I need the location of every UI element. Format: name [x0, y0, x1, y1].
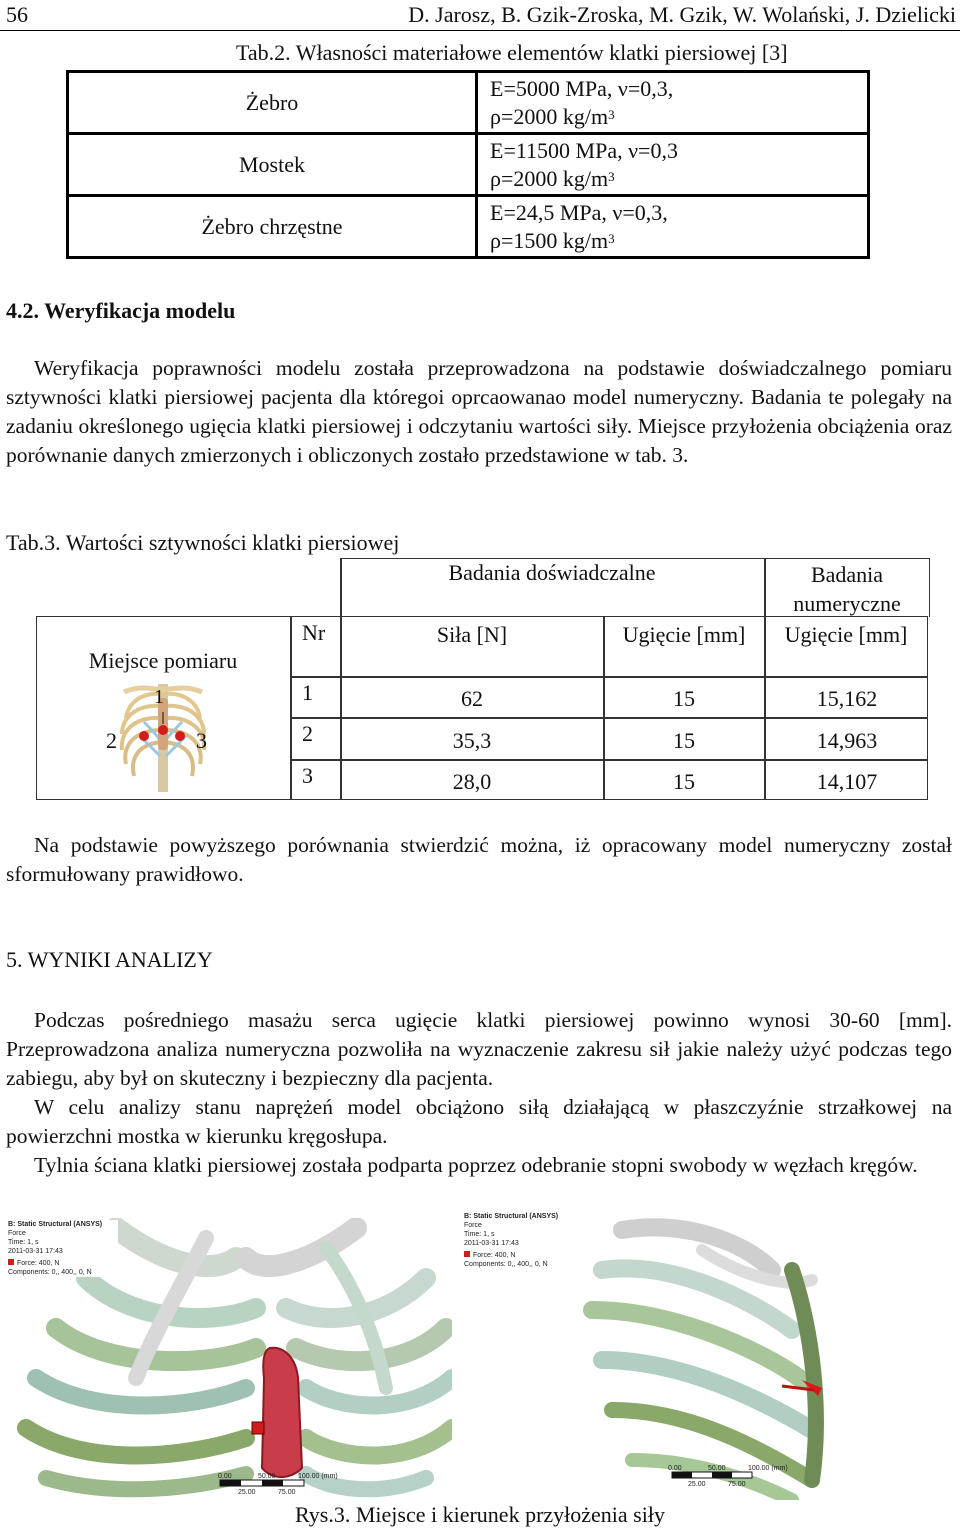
- row-deflection: 15: [673, 769, 695, 794]
- material-name: Żebro chrzęstne: [68, 196, 477, 258]
- figure-panel-side: [462, 1210, 882, 1500]
- paragraph: [6, 1151, 952, 1180]
- annotation-components: Components: 0,, 400,, 0, N: [8, 1269, 92, 1276]
- row-deflection: 15: [673, 728, 695, 753]
- annotation-line: Force: [8, 1230, 26, 1237]
- paragraph-text: Weryfikacja poprawności modelu została przeprowadzona na podstawie doświadczalnego pomiaru sztywności klatki piersiowej pacjenta dla któregoi oprcaowanao model numeryczny. Badania te polegały na zadaniu określonego ugięcia klatki piersiowej i odczytaniu wartości siły. Miejsce przyłożenia obciążenia oraz porównanie danych zmierzonych i obliczonych zostało przedstawione w tab. 3.: [6, 356, 952, 467]
- annotation-line: 2011-03-31 17:43: [464, 1240, 519, 1247]
- paragraph: [6, 831, 952, 889]
- paragraph: [6, 1093, 952, 1151]
- exponent: 3: [608, 230, 615, 246]
- group-experimental: Badania doświadczalne: [448, 560, 656, 585]
- annotation-legend: Force: 400, N: [17, 1260, 60, 1267]
- row-force: 35,3: [452, 728, 492, 753]
- annotation-line: 2011-03-31 17:43: [8, 1248, 63, 1255]
- ansys-annotation: [8, 1220, 118, 1277]
- row-numerical: 15,162: [816, 686, 878, 711]
- col-measure-place: Miejsce pomiaru: [88, 648, 238, 673]
- scale-end: 100.00 (mm): [748, 1465, 788, 1472]
- paragraph-text: Tylnia ściana klatki piersiowej została podparta poprzez odebranie stopni swobody w węzłach kręgów.: [34, 1153, 918, 1177]
- scale-q1: 25.00: [238, 1489, 256, 1496]
- annotation-components: Components: 0,, 400,, 0, N: [464, 1261, 548, 1268]
- col-force: Siła [N]: [436, 622, 508, 647]
- row-numerical: 14,963: [816, 728, 878, 753]
- force-legend-swatch: [8, 1259, 14, 1265]
- annotation-line: Force: [464, 1222, 482, 1229]
- point-label-3: 3: [196, 728, 207, 753]
- annotation-title: B: Static Structural (ANSYS): [8, 1221, 103, 1228]
- scale-q3: 75.00: [278, 1489, 296, 1496]
- scale-0: 0.00: [668, 1465, 682, 1472]
- paragraph-text: W celu analizy stanu naprężeń model obciążono siłą działającą w płaszczyźnie strzałkowej na powierzchni mostka w kierunku kręgosłupa.: [6, 1095, 952, 1148]
- section-heading-5: 5. WYNIKI ANALIZY: [6, 947, 213, 972]
- table-2-caption: Tab.2. Własności materiałowe elementów klatki piersiowej [3]: [236, 40, 788, 65]
- density: ρ=2000 kg/m: [490, 165, 609, 191]
- annotation-legend: Force: 400, N: [473, 1252, 516, 1259]
- annotation-line: Time: 1, s: [8, 1239, 39, 1246]
- props-line-1: E=11500 MPa, ν=0,3: [490, 137, 678, 163]
- exponent: 3: [608, 168, 615, 184]
- density: ρ=1500 kg/m: [490, 227, 609, 253]
- scale-mid: 50.00: [258, 1473, 276, 1480]
- force-legend-swatch: [464, 1251, 470, 1257]
- ansys-annotation: [464, 1212, 574, 1269]
- annotation-line: Time: 1, s: [464, 1231, 495, 1238]
- row-nr: 1: [302, 680, 313, 705]
- point-label-1: 1: [154, 686, 164, 708]
- point-label-2: 2: [106, 728, 117, 753]
- density: ρ=2000 kg/m: [490, 103, 609, 129]
- material-name: Mostek: [68, 134, 477, 196]
- scale-mid: 50.00: [708, 1465, 726, 1472]
- row-nr: 3: [302, 763, 313, 788]
- page-number: 56: [6, 2, 28, 27]
- scale-q1: 25.00: [688, 1481, 706, 1488]
- row-deflection: 15: [673, 686, 695, 711]
- group-numerical: Badania numeryczne: [793, 562, 901, 616]
- row-force: 28,0: [452, 769, 492, 794]
- table-3-caption: Tab.3. Wartości sztywności klatki piersiowej: [6, 530, 400, 555]
- paragraph: [6, 1006, 952, 1093]
- material-name: Żebro: [68, 72, 477, 134]
- exponent: 3: [608, 106, 615, 122]
- running-head-authors: D. Jarosz, B. Gzik-Zroska, M. Gzik, W. Wolański, J. Dzielicki: [408, 2, 956, 27]
- annotation-title: B: Static Structural (ANSYS): [464, 1213, 559, 1220]
- figure-caption: Rys.3. Miejsce i kierunek przyłożenia siły: [295, 1502, 665, 1527]
- row-numerical: 14,107: [816, 769, 878, 794]
- col-deflection: Ugięcie [mm]: [622, 622, 746, 647]
- props-line-1: E=5000 MPa, ν=0,3,: [490, 75, 674, 101]
- row-nr: 2: [302, 721, 313, 746]
- scale-end: 100.00 (mm): [298, 1473, 338, 1480]
- col-deflection-numerical: Ugięcie [mm]: [784, 622, 908, 647]
- row-force: 62: [461, 686, 483, 711]
- scale-0: 0.00: [218, 1473, 232, 1480]
- paragraph-text: Podczas pośredniego masażu serca ugięcie klatki piersiowej powinno wynosi 30-60 [mm]. Przeprowadzona analiza numeryczna pozwoliła na wyznaczenie zakresu sił jakie należy użyć podczas tego zabiegu, aby był on skuteczny i bezpieczny dla pacjenta.: [6, 1008, 952, 1090]
- section-heading-4-2: 4.2. Weryfikacja modelu: [6, 298, 236, 323]
- scale-q3: 75.00: [728, 1481, 746, 1488]
- props-line-1: E=24,5 MPa, ν=0,3,: [490, 199, 668, 225]
- figure-panel-front: [6, 1218, 452, 1500]
- col-nr: Nr: [302, 620, 326, 645]
- paragraph-text: Na podstawie powyższego porównania stwierdzić można, iż opracowany model numeryczny został sformułowany prawidłowo.: [6, 833, 952, 886]
